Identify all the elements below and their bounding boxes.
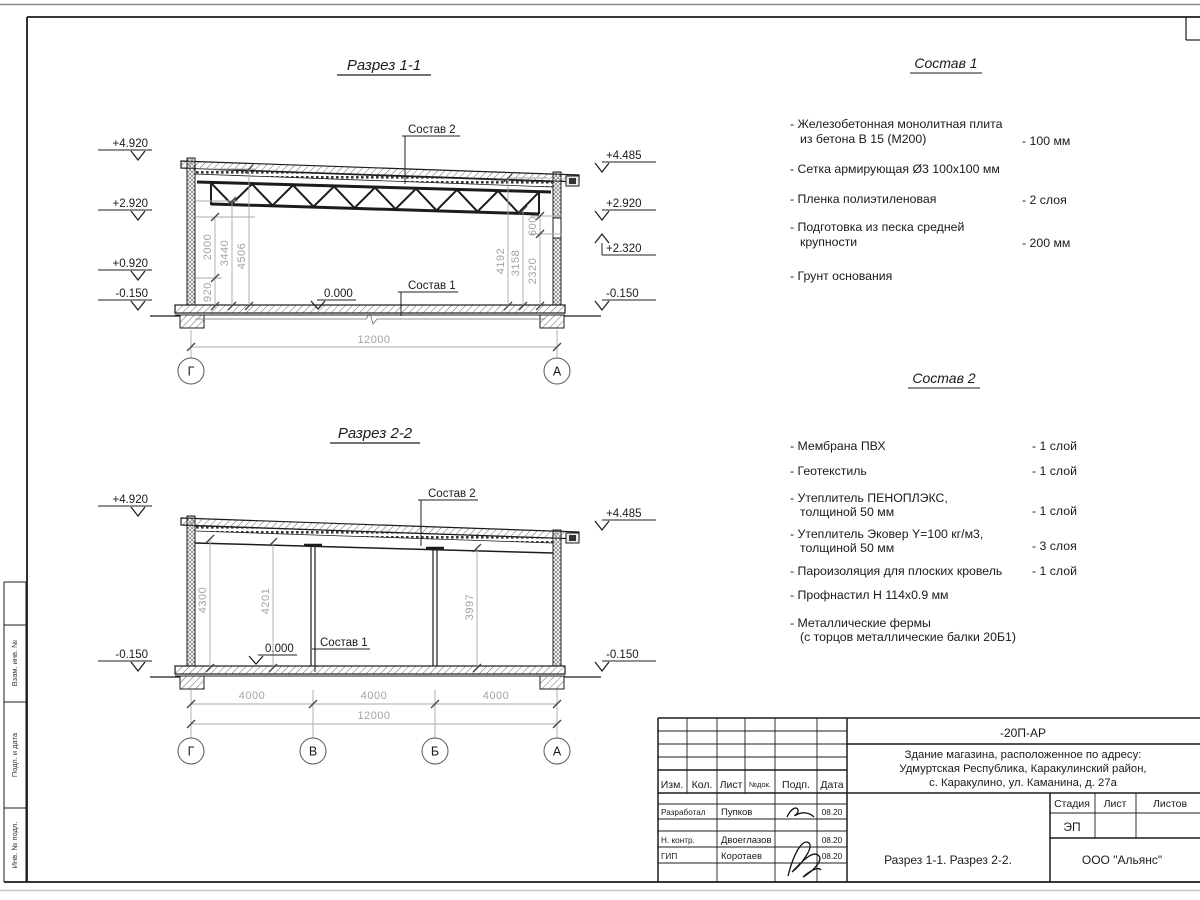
- stage-value: ЭП: [1063, 820, 1081, 834]
- col-data: Дата: [820, 779, 844, 791]
- side-strip: [4, 582, 26, 882]
- sheet-header: Лист: [1103, 798, 1127, 810]
- section-2-2-title: Разрез 2-2: [337, 425, 413, 442]
- list-value: - 100 мм: [1022, 134, 1071, 148]
- elev-r4: -0.150: [606, 288, 639, 300]
- leader-labels: [249, 488, 478, 672]
- col-podp: Подп.: [782, 779, 810, 791]
- list-value: - 200 мм: [1022, 236, 1071, 250]
- row-name: Коротаев: [721, 851, 763, 862]
- floor-slab: [175, 305, 565, 313]
- row-name: Пупков: [721, 807, 753, 818]
- col-list: Лист: [719, 779, 743, 791]
- list-item: - Утеплитель ПЕНОПЛЭКС,: [790, 491, 948, 505]
- grid-letter-g: Г: [187, 364, 195, 379]
- dim-2000: 2000: [202, 233, 214, 261]
- row-date: 08.20: [821, 836, 843, 845]
- truss-edge-line: [195, 543, 553, 553]
- dim-2320: 2320: [527, 257, 539, 285]
- foundation-left: [180, 315, 204, 328]
- row-role: ГИП: [661, 852, 678, 861]
- foundation-right: [540, 315, 564, 328]
- organization-name: ООО "Альянс": [1081, 853, 1163, 867]
- list-value: - 2 слоя: [1022, 193, 1067, 207]
- elev-l4: -0.150: [115, 288, 148, 300]
- list-value: - 1 слой: [1032, 439, 1077, 453]
- label-sostav1: Состав 1: [320, 637, 368, 649]
- side-label-vzam: Взам. инв. №: [10, 639, 19, 687]
- row-role: Н. контр.: [661, 836, 695, 845]
- elev-r4: -0.150: [606, 649, 639, 661]
- col-izm: Изм.: [660, 779, 684, 791]
- list-item: - Подготовка из песка средней: [790, 220, 965, 234]
- label-zero: 0.000: [265, 643, 294, 655]
- list-item: - Утеплитель Эковер Y=100 кг/м3,: [790, 527, 984, 541]
- title-block: [658, 718, 1200, 882]
- section-2-2: [98, 425, 656, 764]
- side-label-inv: Инв. № подл.: [10, 821, 19, 869]
- label-sostav1: Состав 1: [408, 280, 456, 292]
- sheets-header: Листов: [1152, 798, 1188, 810]
- project-address-2: Удмуртская Республика, Каракулинский район,: [899, 763, 1147, 775]
- list-item: - Пленка полиэтиленовая: [790, 192, 937, 206]
- wall-right-gap: [553, 218, 561, 238]
- dim-span-2: 4000: [360, 690, 388, 702]
- list-value: - 3 слоя: [1032, 539, 1077, 553]
- floor-slab: [175, 666, 565, 674]
- list-item: - Мембрана ПВХ: [790, 439, 886, 453]
- list-item: из бетона В 15 (М200): [800, 132, 927, 146]
- dim-total-12000: 12000: [357, 710, 391, 722]
- elev-r2: +2.920: [606, 198, 642, 210]
- sostav-2-title: Состав 2: [912, 370, 976, 386]
- grid-letter-a: А: [552, 364, 562, 379]
- dim-920: 920: [202, 282, 214, 302]
- col-kol: Кол.: [691, 779, 713, 791]
- elev-l3: +0.920: [112, 258, 148, 270]
- drawing-name: Разрез 1-1. Разрез 2-2.: [884, 853, 1012, 867]
- list-item: - Профнастил Н 114х0.9 мм: [790, 588, 949, 602]
- section-1-1-title: Разрез 1-1: [346, 57, 422, 74]
- section-1-1: [98, 57, 656, 384]
- label-zero: 0.000: [324, 288, 353, 300]
- dim-span-3: 4000: [482, 690, 510, 702]
- elev-l1: +4.920: [112, 494, 148, 506]
- sostav-1-title: Состав 1: [914, 55, 978, 71]
- wall-right: [553, 530, 561, 666]
- grid-letter-g: Г: [187, 744, 195, 759]
- list-item: - Грунт основания: [790, 269, 893, 283]
- list-item: крупности: [800, 235, 858, 249]
- dim-4201: 4201: [260, 587, 272, 615]
- grid-bubbles: [178, 358, 570, 384]
- list-value: - 1 слой: [1032, 564, 1077, 578]
- elev-l4: -0.150: [115, 649, 148, 661]
- wall-left: [187, 516, 195, 666]
- label-sostav2: Состав 2: [408, 124, 456, 136]
- row-name: Двоеглазов: [721, 835, 772, 846]
- list-item: - Пароизоляция для плоских кровель: [790, 564, 1003, 578]
- foundation-left: [180, 676, 204, 689]
- leader-labels: [311, 124, 460, 316]
- list-item: толщиной 50 мм: [800, 541, 895, 555]
- elev-r1: +4.485: [606, 150, 642, 162]
- list-value: - 1 слой: [1032, 464, 1077, 478]
- row-role: Разработал: [661, 808, 706, 817]
- elev-r3: +2.320: [606, 243, 642, 255]
- wall-right-upper: [553, 172, 561, 218]
- dim-4506: 4506: [236, 242, 248, 270]
- dim-3158: 3158: [510, 249, 522, 277]
- wall-left: [187, 158, 195, 305]
- grid-letter-a: А: [552, 744, 562, 759]
- col-ndok: №док.: [749, 780, 771, 789]
- grid-bubbles: [178, 738, 570, 764]
- list-item: - Железобетонная монолитная плита: [790, 117, 1003, 131]
- grid-letter-b: Б: [430, 744, 440, 759]
- list-item: (с торцов металлические балки 20Б1): [800, 630, 1016, 644]
- dim-span-1: 4000: [238, 690, 266, 702]
- row-date: 08.20: [821, 852, 843, 861]
- dimension-lines: [191, 539, 557, 738]
- truss-bottom-chord: [211, 204, 539, 214]
- dim-4192: 4192: [495, 247, 507, 275]
- dim-4300: 4300: [197, 586, 209, 614]
- label-sostav2: Состав 2: [428, 488, 476, 500]
- wall-right-lower: [553, 238, 561, 305]
- sostav-1-list: [790, 55, 1070, 283]
- elev-l1: +4.920: [112, 138, 148, 150]
- list-item: - Геотекстиль: [790, 464, 867, 478]
- list-value: - 1 слой: [1032, 504, 1077, 518]
- dim-total-12000: 12000: [357, 334, 391, 346]
- foundation-right: [540, 676, 564, 689]
- stage-header: Стадия: [1054, 798, 1090, 810]
- list-item: толщиной 50 мм: [800, 505, 895, 519]
- dim-3997: 3997: [464, 593, 476, 621]
- project-address-1: Здание магазина, расположенное по адресу:: [904, 749, 1142, 761]
- elev-l2: +2.920: [112, 198, 148, 210]
- signature-1: [787, 808, 814, 817]
- dim-3440: 3440: [219, 239, 231, 267]
- grid-letter-v: В: [308, 744, 318, 759]
- dim-600: 600: [527, 216, 539, 236]
- doc-number: -20П-АР: [1000, 726, 1046, 740]
- elev-r1: +4.485: [606, 508, 642, 520]
- list-item: - Металлические фермы: [790, 616, 931, 630]
- side-label-podp: Подп. и дата: [10, 732, 19, 778]
- list-item: - Сетка армирующая Ø3 100х100 мм: [790, 162, 1000, 176]
- row-date: 08.20: [821, 808, 843, 817]
- project-address-3: с. Каракулино, ул. Каманина, д. 27а: [929, 777, 1117, 789]
- sostav-2-list: [790, 370, 1077, 644]
